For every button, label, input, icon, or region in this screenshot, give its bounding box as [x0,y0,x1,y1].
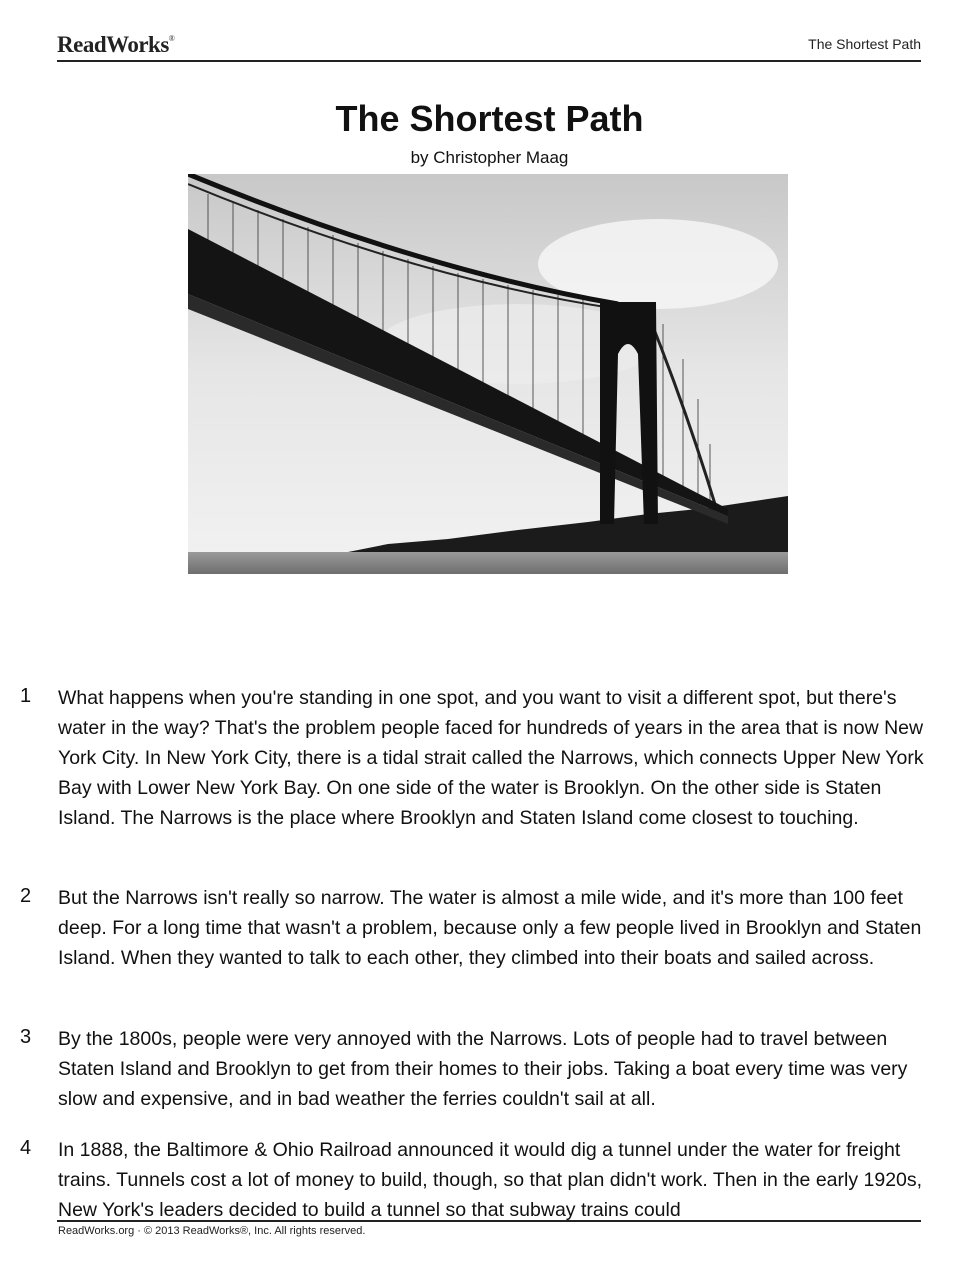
paragraph-text: In 1888, the Baltimore & Ohio Railroad announced it would dig a tunnel under the water for freight trains. Tunnels cost a lot of money to build, though, so that plan didn't work. Then in the early 1920s, New York's leaders decided to build a tunnel so that subway trains could [58,1139,923,1221]
article-byline: by Christopher Maag [410,148,569,167]
readworks-logo: ReadWorks® [57,32,175,57]
page-header [57,28,921,62]
bridge-photo [188,174,788,574]
article-title: The Shortest Path [335,98,644,139]
header-title: The Shortest Path [808,36,921,52]
footer-divider [57,1220,921,1222]
paragraph-number: 4 [20,1137,32,1159]
paragraph-number: 2 [20,885,32,907]
footer-copyright: ReadWorks.org · © 2013 ReadWorks®, Inc. All rights reserved. [58,1225,366,1237]
paragraph-text: What happens when you're standing in one spot, and you want to visit a different spot, but there's water in the way? That's the problem people faced for hundreds of years in the area that is now New York City. In New York City, there is a tidal strait called the Narrows, which connects Upper New York Bay with Lower New York Bay. On one side of the water is Brooklyn. On the other side is Staten Island. The Narrows is the place where Brooklyn and Staten Island come closest to touching. [58,687,924,829]
paragraph-number: 3 [20,1026,32,1048]
paragraph-number: 1 [20,685,32,707]
paragraph-text: By the 1800s, people were very annoyed with the Narrows. Lots of people had to travel between Staten Island and Brooklyn to get from their homes to their jobs. Taking a boat every time was very slow and expensive, and in bad weather the ferries couldn't sail at all. [58,1028,908,1110]
paragraph-text: But the Narrows isn't really so narrow. The water is almost a mile wide, and it's more than 100 feet deep. For a long time that wasn't a problem, because only a few people lived in Brooklyn and Staten Island. When they wanted to talk to each other, they climbed into their boats and sailed across. [58,887,922,969]
